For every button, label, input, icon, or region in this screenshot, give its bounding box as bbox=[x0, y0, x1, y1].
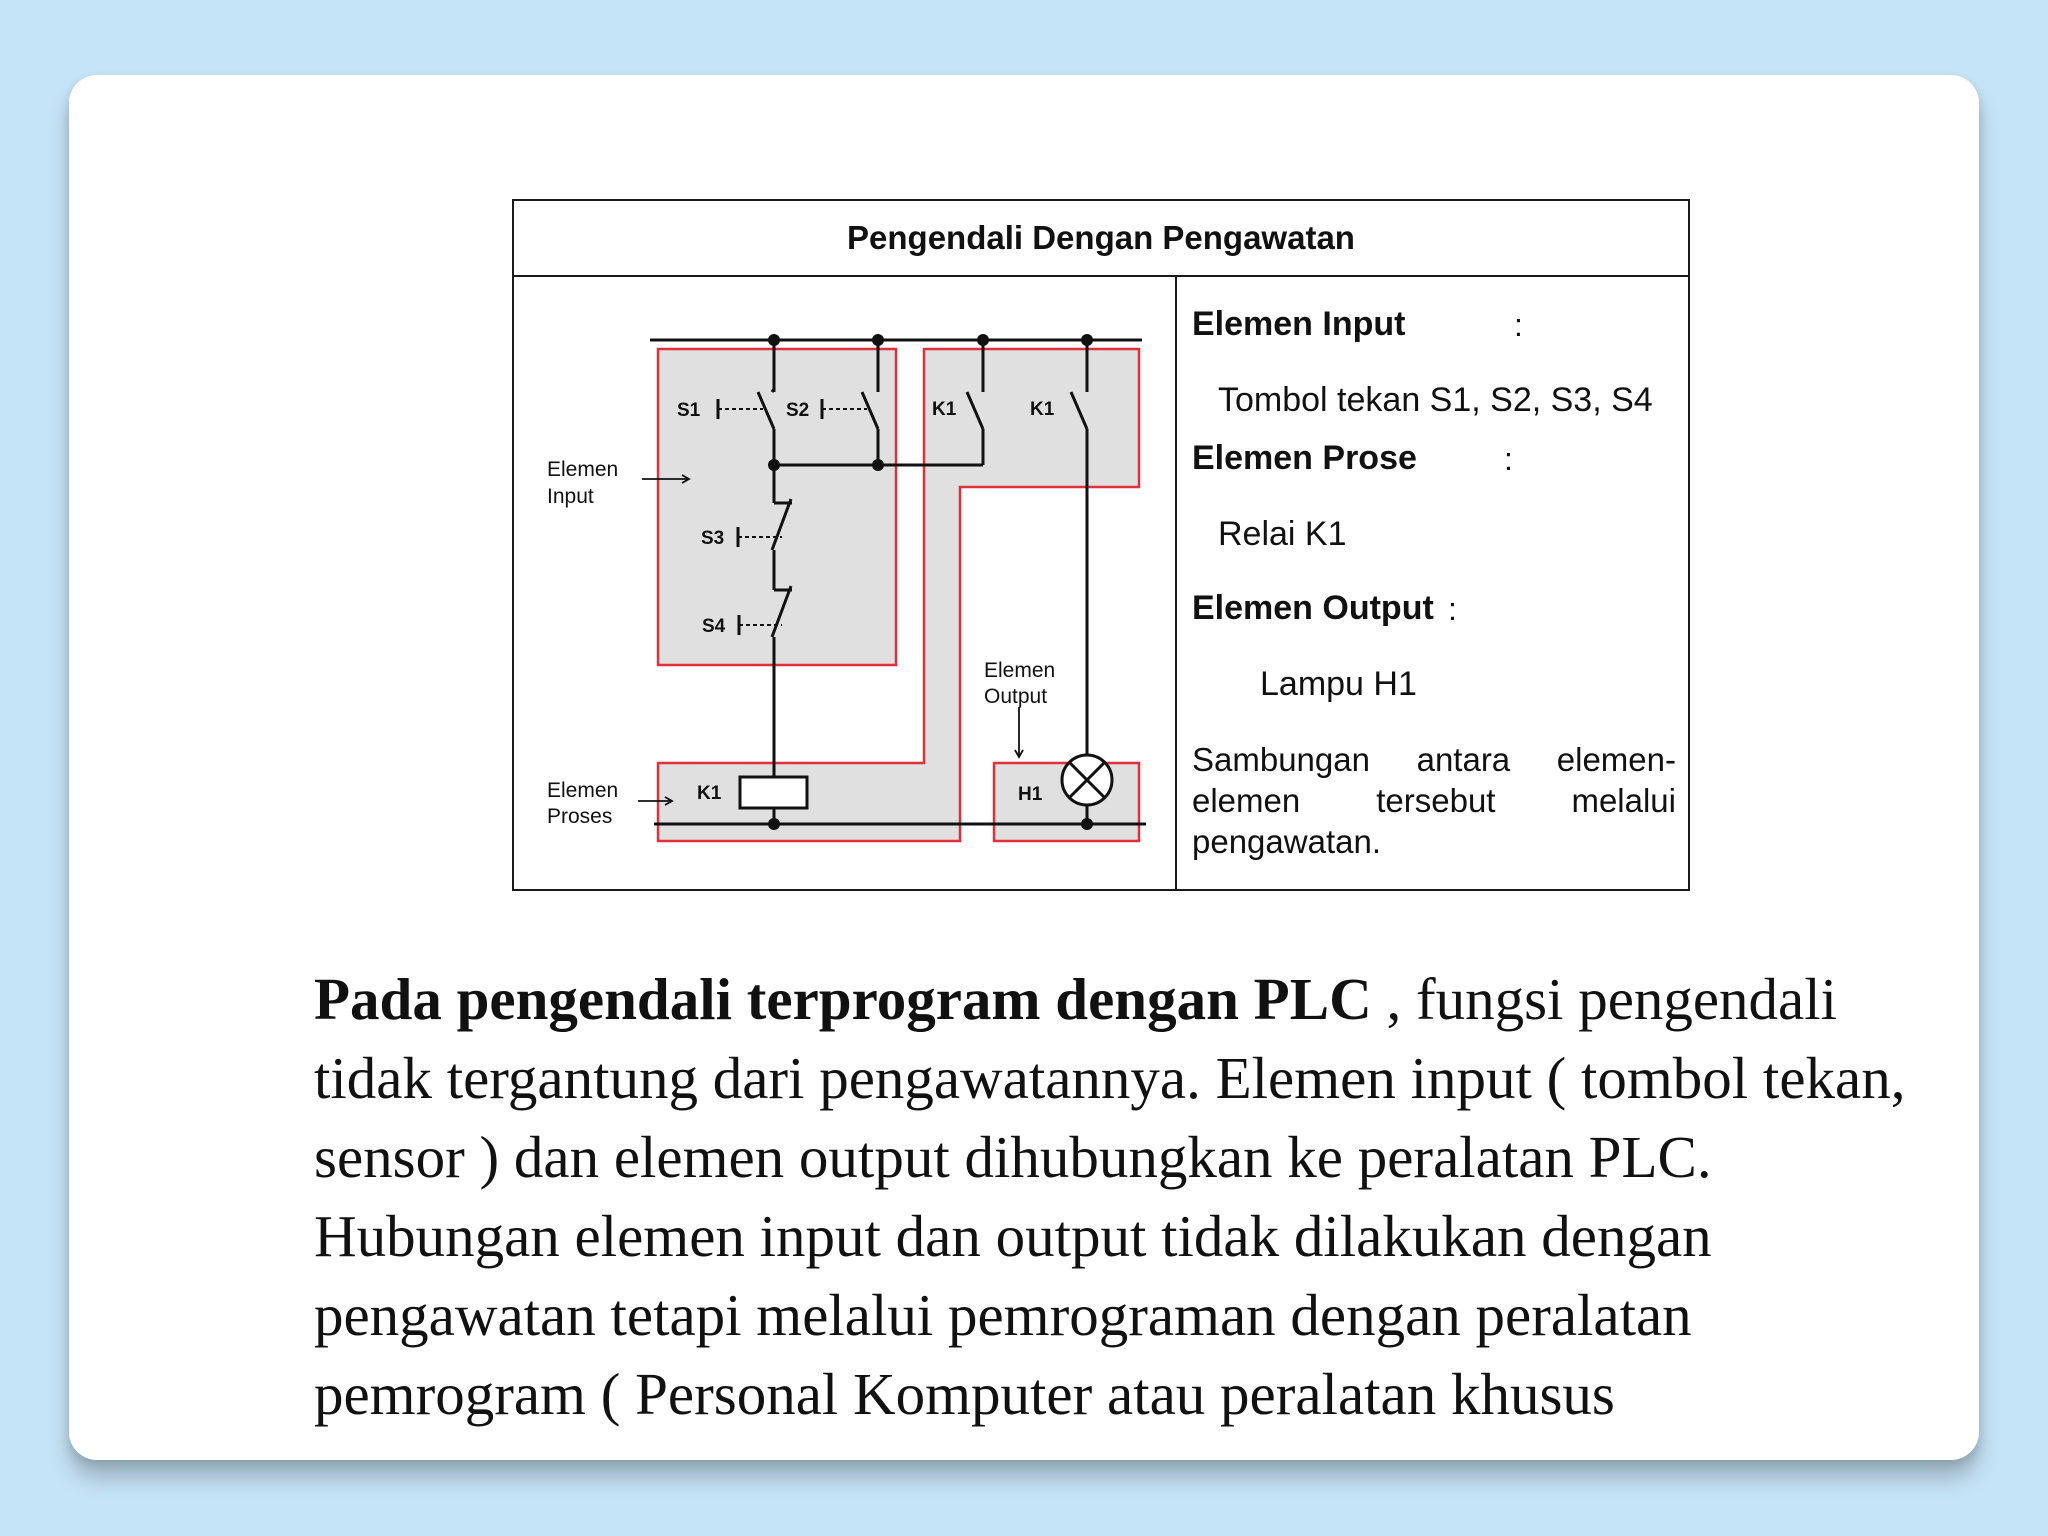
legend-input-heading: Elemen Input bbox=[1192, 305, 1406, 343]
label-k1-contact-a: K1 bbox=[932, 399, 957, 420]
wiring-figure bbox=[512, 199, 1690, 891]
body-text: , fungsi pengendali tidak tergantung dari pengawatannya. Elemen input ( tombol tekan, sensor ) dan elemen output dihubungkan ke peralatan PLC. Hubungan elemen input dan output tidak dilakukan dengan pengawatan tetapi melalui pemrograman dengan peralatan pemrogram ( Personal Komputer atau peralatan khusus bbox=[314, 966, 1906, 1427]
legend-input-colon: : bbox=[1514, 307, 1523, 343]
legend-output-value: Lampu H1 bbox=[1260, 665, 1417, 703]
legend-output-colon: : bbox=[1448, 591, 1457, 627]
label-k1-contact-b: K1 bbox=[1030, 399, 1055, 420]
label-s1: S1 bbox=[677, 400, 701, 421]
label-s2: S2 bbox=[786, 400, 810, 421]
legend-note: Sambungan antara elemen-elemen tersebut melalui pengawatan. bbox=[1192, 741, 1676, 860]
label-k1-coil: K1 bbox=[697, 783, 722, 804]
label-elemen-output-2: Output bbox=[984, 685, 1048, 708]
body-lead: Pada pengendali terprogram dengan PLC bbox=[314, 966, 1372, 1032]
circuit-diagram bbox=[514, 277, 1174, 889]
label-elemen-input-2: Input bbox=[547, 485, 594, 508]
legend-process-heading: Elemen Prose bbox=[1192, 439, 1417, 477]
legend-input-value: Tombol tekan S1, S2, S3, S4 bbox=[1218, 381, 1653, 419]
lamp-h1-icon bbox=[1062, 755, 1112, 805]
label-h1: H1 bbox=[1018, 784, 1043, 805]
label-s3: S3 bbox=[701, 528, 725, 549]
body-paragraph bbox=[314, 960, 1954, 1434]
label-elemen-output-1: Elemen bbox=[984, 659, 1056, 682]
input-region bbox=[658, 349, 896, 665]
legend-output-heading: Elemen Output bbox=[1192, 589, 1434, 627]
figure-title: Pengendali Dengan Pengawatan bbox=[514, 201, 1688, 277]
slide-card bbox=[69, 75, 1979, 1460]
label-elemen-input-1: Elemen bbox=[547, 458, 619, 481]
figure-legend bbox=[1192, 277, 1676, 887]
relay-coil-k1 bbox=[740, 777, 807, 808]
label-elemen-proses-1: Elemen bbox=[547, 779, 619, 802]
figure-divider bbox=[1175, 277, 1177, 891]
legend-process-colon: : bbox=[1504, 441, 1513, 477]
label-s4: S4 bbox=[702, 616, 726, 637]
label-elemen-proses-2: Proses bbox=[547, 805, 613, 828]
legend-process-value: Relai K1 bbox=[1218, 515, 1347, 553]
